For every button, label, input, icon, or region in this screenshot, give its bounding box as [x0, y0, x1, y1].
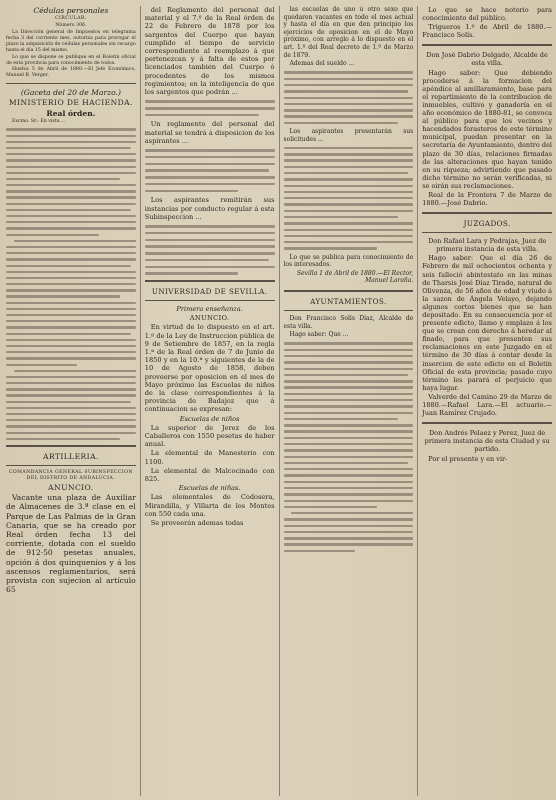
- regulation-text: del Reglamento del personal del material y el 7.º de la Real órden de 22 de Febrero de 1878 por los sargentos del Cuerpo que hayan cumplido el tiempo de servicio correspondiente al reemplazo á que pertenezcan y á falta de estos por licenciados también del Cuerpo ó procedentes de los mismos regimientos; en la inteligencia de que los sargentos que podrán ...: [144, 6, 275, 97]
- divider: [422, 422, 552, 424]
- illegible-text-block: [145, 100, 275, 116]
- divider: [422, 212, 552, 214]
- boys-schools-heading: Escuelas de niños: [179, 414, 240, 423]
- judge-pelaez-intro: Don Andrés Pelaez y Perez, Juez de primera instancia de esta Ciudad y su partido.: [424, 429, 550, 454]
- real-frontera-signature: Real de la Frontera 7 de Marzo de 1880.—José Dabrio.: [422, 190, 552, 208]
- regulation-paragraph-2: Un reglamento del personal del material se tendrá á disposicion de los aspirantes ...: [144, 120, 275, 145]
- schools-vacancy-text: las escuelas de uno ú otro sexo que quedaren vacantes en todo el mes actual y hasta el día en que den principio los ejercicios de oposicion en el de Mayo próximo, con arreglo á lo dispuesto en el art. 1.º del Real decreto de 1.º de Marzo de 1879.: [283, 6, 414, 59]
- anuncio-heading: ANUNCIO.: [48, 483, 94, 493]
- divider: [422, 232, 552, 233]
- ministry-heading: MINISTERIO DE HACIENDA.: [8, 98, 133, 108]
- illegible-text-block: [284, 147, 414, 250]
- column-3: [279, 6, 414, 796]
- school-item: Se proveerán ademas todas: [150, 519, 244, 528]
- divider: [6, 83, 136, 84]
- regulation-paragraph-3: Los aspirantes remitirán sus instancias por conducto regular á esta Subinspeccion ...: [144, 196, 275, 221]
- mayor-notice-opening: Hago saber: Que ...: [289, 331, 349, 339]
- juzgados-heading: JUZGADOS.: [463, 219, 511, 229]
- column-1: [6, 6, 136, 796]
- publication-notice: Lo que se publica para conocimiento de los interesados.: [283, 253, 414, 269]
- girls-schools-heading: Escuelas de niñas.: [178, 484, 241, 493]
- amillaramiento-notice: Hago saber: Que debiendo procederse á la formacion del apéndice al amillaramiento, base para el repartimiento de la contribucion de inmuebles, cultivo y ganadería en el año económico de 1880-81, se convoca al público para que los vecinos y hacendados forasteros de este término municipal, puedan presentar en la secretaría de Ayuntamiento, dentro del plazo de 30 días, relaciones firmadas de las alteraciones que hayan tenido en su riqueza; advirtiendo que pasado dicho término no serán verificadas, ni se oirán sus reclamaciones.: [422, 68, 552, 190]
- gaceta-ref: (Gaceta del 20 de Marzo.): [20, 88, 121, 98]
- edict-continuation: Por el presente y en vir-: [428, 454, 508, 463]
- salary-paragraph: Ademas del sueldo ...: [289, 60, 355, 68]
- royal-order-opening: Excmo. Sr.: En vista ...: [12, 118, 66, 124]
- school-item: La elemental de Manesterio con 1100.: [144, 449, 275, 466]
- cedulas-signature: Huelva 5 de Abril de 1880.—El Jefe Económico, Manuel R. Verger.: [6, 67, 136, 79]
- mayor-dabrio-intro: Don José Dabrio Delgado, Alcalde de esta villa.: [426, 51, 548, 68]
- divider: [145, 280, 275, 282]
- divider: [284, 290, 414, 292]
- ayuntamientos-heading: AYUNTAMIENTOS.: [310, 297, 387, 306]
- divider: [422, 44, 552, 46]
- cedulas-title: Cédulas personales: [33, 6, 109, 15]
- school-item: Las elementales de Codosera, Mirandilla, y Villarta de los Montes con 550 cada una.: [144, 493, 275, 518]
- mayor-intro: Don Francisco Solís Díaz, Alcalde de esta villa.: [283, 315, 414, 330]
- school-item: La elemental de Malcocinado con 825.: [144, 466, 275, 484]
- column-2: [140, 6, 275, 796]
- university-announcement: En virtud de lo dispuesto en el art. 1.º de la Ley de Instruccion pública de 9 de Setiembre de 1857, en la regla 1.ª de la Real órden de 7 de Junio de 1850 y en la 10.ª y siguientes de la de 10 de Agosto de 1858, deben proveerse por oposicion en el mes de Mayo próximo las Escuelas de niños de la clase correspondientes á la provincia de Badajoz que á continuacion se expresan:: [144, 323, 275, 414]
- applications-paragraph: Los aspirantes presentarán sus solicitudes ...: [283, 127, 414, 143]
- illegible-text-block: [284, 71, 414, 124]
- divider: [6, 445, 136, 447]
- command-heading: COMANDANCIA GENERAL SUBINSPECCION DEL DISTRITO DE ANDALUCIA.: [8, 470, 133, 482]
- artillery-heading: ARTILLERIA.: [42, 452, 99, 462]
- cedulas-body: La Dirección general de Impuestos en telegrama fecha 3 del corriente mes, autoriza para prorogar el plazo la adquisición de cédulas personales sin recargo hasta el día 15 del mismo.: [6, 30, 136, 53]
- royal-order-heading: Real órden.: [46, 108, 96, 118]
- primary-education-heading: Primera enseñanza.: [176, 305, 243, 313]
- cedulas-circular: CIRCULAR.: [55, 16, 87, 22]
- trigueros-signature: Trigueros 1.º de Abril de 1880.— Francisco Solís.: [422, 23, 552, 40]
- divider: [284, 310, 414, 311]
- school-item: La superior de Jerez de los Caballeros con 1550 pesetas de haber anual.: [144, 423, 275, 449]
- valverde-signature: Valverde del Camino 29 de Marzo de 1880.—Rafael Lara.—El actuario.—Juan Ramírez Crujado.: [422, 392, 552, 418]
- illegible-text-block: [145, 149, 275, 192]
- divider: [6, 465, 136, 466]
- rector-signature: Sevilla 1 de Abril de 1880.—El Rector, Manuel Laraña.: [296, 269, 414, 285]
- notice-publication: Lo que se hace notorio para conocimiento del público.: [422, 6, 552, 23]
- column-4: [417, 6, 552, 796]
- cedulas-publish: Lo que se dispone se publique en el Boletín oficial de esta provincia para conocimiento de todos.: [6, 54, 136, 66]
- illegible-text-block: [284, 342, 414, 552]
- illegible-text-block: [6, 128, 136, 440]
- divider: [145, 300, 275, 301]
- illegible-text-block: [145, 225, 275, 275]
- anuncio-body: Vacante una plaza de Auxiliar de Almacenes de 3.ª clase en el Parque de Las Palmas de la Gran Canaria, que se ha creado por Real órden fecha 13 del corriente, dotada con el sueldo de 912·50 pesetas anuales, opción á dos quinquenios y á los ascensos reglamentarios, será provista con sujecion al artículo 65: [6, 493, 136, 595]
- judge-lara-intro: Don Rafael Lara y Pedrajas, Juez de primera instancia de esta villa.: [428, 237, 547, 254]
- university-heading: UNIVERSIDAD DE SEVILLA.: [151, 287, 268, 296]
- inheritance-edict: Hago saber: Que el día 26 de Febrero de mil ochocientos ochenta y seis falleció abintestato en las minas de Tharsis José Díaz Tirado, natural de Olivenza, de 56 años de edad y viudo á la sazon de Ángela Velayo, dejando algunos cortos bienes que se han depositado. En su consecuencia por el presente edicto, llamo y emplazo á los que se crean con derecho á heredar al finado, para que presenten sus reclamaciones en este Juzgado en el término de 30 días á contar desde la insercion de este edicto en el Boletin Oficial de esta provincia; pasado cuyo término les parará el perjuicio que haya lugar.: [422, 254, 552, 392]
- cedulas-number: Número 306.: [55, 23, 87, 29]
- anuncio-heading: ANUNCIO.: [189, 314, 230, 323]
